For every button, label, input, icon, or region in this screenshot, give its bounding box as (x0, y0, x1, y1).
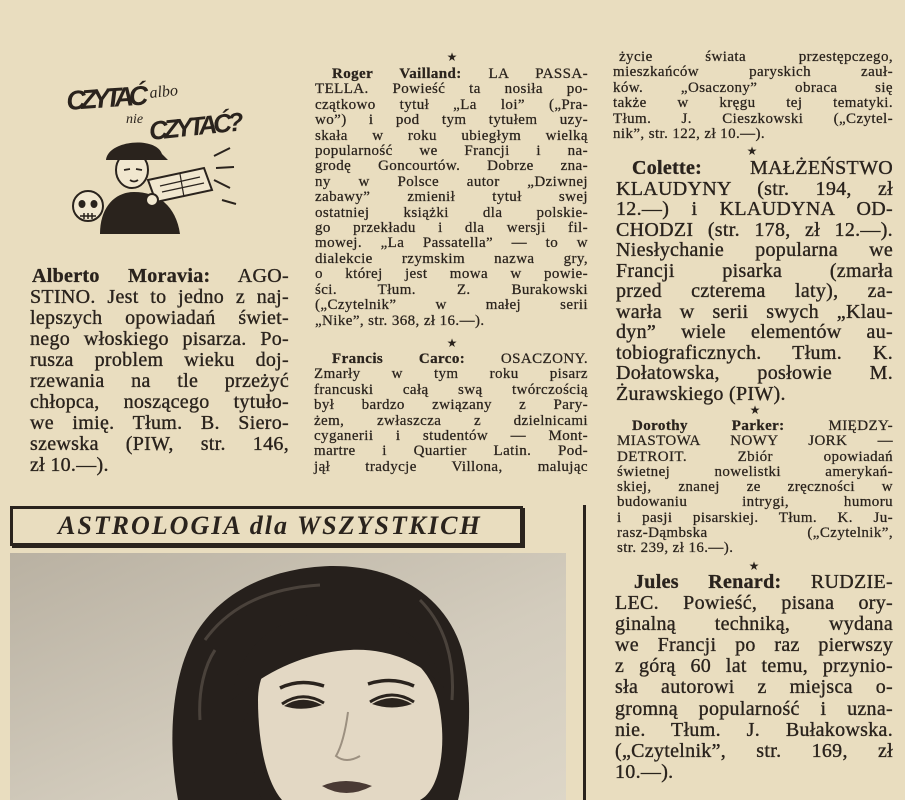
logo-word-nie: nie (126, 112, 144, 127)
text-line: o której jest mowa w powie- (315, 266, 588, 283)
text-line: Żurawskiego (PIW). (616, 382, 786, 405)
text-line: warła w serii swych „Klau- (616, 300, 893, 323)
text-line: dialekcie rzymskim nazwa gry, (315, 250, 588, 267)
text-line: francuski całą swą twórczością (314, 381, 588, 398)
review-heading-line (315, 67, 588, 82)
text-line: str. 239, zł 16.—). (617, 540, 734, 557)
text-line: rzewania na tle przeżyć (30, 370, 289, 392)
skull-eye (91, 200, 98, 208)
review-colette (616, 158, 893, 404)
text-line: nik”, str. 122, zł 10.—). (613, 126, 766, 143)
astrology-title: ASTROLOGIA dla WSZYSTKICH (58, 511, 482, 540)
astrology-section-header (10, 506, 523, 546)
book-title: MAŁŻEŃSTWO (750, 157, 893, 179)
author-name: Alberto Moravia: (32, 265, 211, 287)
text-line: MIASTOWA NOWY JORK — (617, 433, 893, 450)
text-line: nie. Tłum. J. Bułakowska. (615, 718, 893, 741)
star-separator-icon: ★ (748, 559, 760, 573)
text-line: z górą 60 lat temu, przynio- (615, 655, 893, 678)
text-line: budowaniu intrygi, humoru (617, 494, 893, 511)
text-line: 12.—) i KLAUDYNA OD- (616, 198, 893, 220)
sparkle-lines (214, 148, 236, 204)
text-line: był bardzo związany z Pary- (314, 397, 588, 414)
text-line: LEC. Powieść, pisana ory- (615, 592, 893, 615)
book-title: MIĘDZY- (828, 418, 893, 434)
star-separator-icon: ★ (749, 403, 761, 417)
text-line: („Czytelnik” w małej serii (315, 297, 588, 314)
logo-word-czytac: CZYTAĆ (65, 80, 150, 116)
text-line: we imię. Tłum. B. Siero- (30, 412, 289, 434)
text-line: Zmarły w tym roku pisarz (314, 366, 588, 383)
review-heading-line (30, 266, 289, 287)
reader-figure-drawing (100, 143, 212, 234)
text-line: ginalną techniką, wydana (615, 613, 893, 636)
author-name: Dorothy Parker: (632, 418, 785, 434)
review-parker (617, 419, 893, 557)
skull-drawing (73, 191, 103, 221)
author-name: Colette: (632, 157, 703, 179)
star-separator-icon: ★ (746, 144, 758, 158)
book-title: AGO- (237, 265, 289, 287)
text-line: „Nike”, str. 368, zł 16.—). (315, 312, 485, 329)
author-name: Roger Vailland: (332, 66, 462, 82)
logo-word-albo: albo (148, 82, 179, 102)
text-line: rusza problem wieku doj- (30, 349, 289, 371)
review-carco (314, 352, 588, 475)
text-line: i pasji pisarskiej. Tłum. K. Ju- (617, 509, 893, 526)
text-line: nego włoskiego pisarza. Po- (30, 328, 289, 350)
text-line: STINO. Jest to jedno z naj- (30, 286, 289, 308)
text-line: skiej, znanej ze zręczności w (617, 479, 893, 496)
text-line: ści. Tłum. Z. Burakowski (315, 281, 588, 298)
review-renard (615, 572, 893, 783)
review-carco-continued (613, 50, 893, 142)
text-line: żem, zwłaszcza z dzielnicami (314, 412, 588, 429)
text-line: CHODZI (str. 178, zł 12.—). (616, 218, 893, 241)
text-line: jął tradycje Villona, malując (314, 458, 588, 475)
figure-hand (146, 194, 158, 206)
text-line: gromną popularność i uzna- (615, 697, 893, 720)
review-heading-line (314, 352, 588, 367)
text-line: sła autorowi z miejsca o- (615, 676, 893, 699)
logo-word-czytac-question: CZYTAĆ? (147, 106, 246, 146)
column-divider (583, 505, 586, 800)
text-line: go przekładu i dla wersji fil- (315, 220, 588, 237)
text-line: rasz-Dąmbska („Czytelnik”, (617, 525, 893, 542)
review-heading-line (615, 572, 893, 593)
figure-cap (106, 143, 168, 160)
text-line: TELLA. Powieść ta nosiła po- (315, 81, 588, 98)
author-name: Jules Renard: (634, 571, 782, 593)
text-line: popularność we Francji i na- (315, 143, 588, 160)
text-line: zabawy” zmienił tytuł swej (315, 189, 588, 206)
text-line: DETROIT. Zbiór opowiadań (617, 448, 893, 465)
text-line: ostatniej książki dla polskie- (315, 204, 588, 221)
column-logo-illustration (50, 66, 260, 236)
text-line: zł 10.—). (30, 454, 109, 476)
text-line: także w kręgu tej tematyki. (613, 95, 893, 112)
text-line: Tłum. J. Cieszkowski („Czytel- (613, 110, 893, 127)
text-line: chłopca, noszącego tytuło- (30, 391, 289, 413)
book-title: OSACZONY. (500, 351, 588, 367)
text-line: Niesłychanie popularna we (616, 239, 893, 261)
text-line: skała w roku ubiegłym wielką (315, 127, 588, 144)
text-line: 10.—). (615, 760, 674, 783)
review-heading-line (616, 158, 893, 179)
skull-eye (79, 200, 86, 208)
book-title: LA PASSA- (488, 66, 588, 82)
text-line: dyn” wiele elementów au- (616, 321, 893, 343)
text-line: szewska (PIW, str. 146, (30, 433, 289, 455)
text-line: Francji pisarka (zmarła (616, 259, 893, 282)
star-separator-icon: ★ (446, 50, 458, 64)
text-line: mieszkańców paryskich zauł- (613, 64, 893, 81)
text-line: czątkowo tytuł „La loi” („Pra- (315, 96, 588, 113)
text-line: świetnej nowelistki amerykań- (617, 463, 893, 480)
text-line: tobiograficznych. Tłum. K. (616, 341, 893, 364)
text-line: („Czytelnik”, str. 169, zł (615, 739, 893, 762)
author-name: Francis Carco: (332, 351, 466, 367)
review-heading-line (617, 419, 893, 434)
text-line: KLAUDYNY (str. 194, zł (616, 177, 893, 200)
text-line: ny w Polsce autor „Dziwnej (315, 173, 588, 190)
text-line: mowej. „La Passatella” — to w (315, 235, 588, 252)
star-separator-icon: ★ (446, 336, 458, 350)
text-line: życie świata przestępczego, (619, 49, 893, 65)
text-line: cyganerii i studentów — Mont- (314, 428, 588, 445)
sparkle-lines-drawing (214, 148, 236, 204)
text-line: ków. „Osaczony” obraca się (613, 79, 893, 96)
text-line: martre i Quartier Latin. Pod- (314, 443, 588, 460)
text-line: Dołatowska, posłowie M. (616, 362, 893, 384)
text-line: lepszych opowiadań świet- (30, 307, 289, 329)
text-line: przed czterema laty), za- (616, 280, 893, 302)
portrait-photo (10, 553, 566, 800)
review-vailland (315, 67, 588, 329)
review-moravia (30, 266, 289, 476)
text-line: wo”) i pod tym tytułem uzy- (315, 112, 588, 129)
text-line: we Francji po raz pierwszy (615, 634, 893, 657)
book-title: RUDZIE- (810, 571, 893, 593)
text-line: grodę Goncourtów. Dobrze zna- (315, 158, 588, 175)
